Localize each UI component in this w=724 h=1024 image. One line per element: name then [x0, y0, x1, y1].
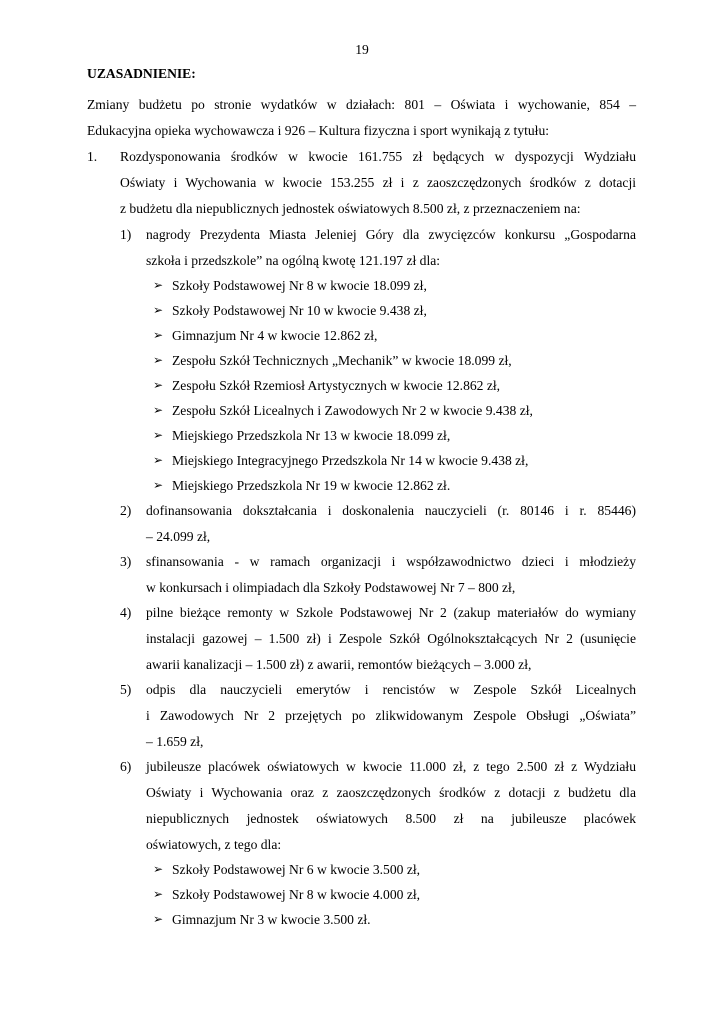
arrow-bullet-icon: ➢	[153, 378, 164, 392]
subitem-6-line-3: niepublicznych jednostek oświatowych 8.500 zł na jubileusze placówek	[146, 811, 636, 826]
arrow-bullet-icon: ➢	[153, 478, 164, 492]
subitem-4-line-3: awarii kanalizacji – 1.500 zł) z awarii, remontów bieżących – 3.000 zł,	[146, 657, 532, 672]
arrow-bullet-icon: ➢	[153, 303, 164, 317]
subitem-5-line-1: odpis dla nauczycieli emerytów i rencistów w Zespole Szkół Licealnych	[146, 682, 636, 697]
arrow-bullet-icon: ➢	[153, 428, 164, 442]
subitem-2-line-2: – 24.099 zł,	[146, 529, 211, 544]
arrow-bullet-icon: ➢	[153, 353, 164, 367]
subitem-2-line-1: dofinansowania dokształcania i doskonalenia nauczycieli (r. 80146 i r. 85446)	[146, 503, 636, 518]
subitem-1-line-2: szkoła i przedszkole” na ogólną kwotę 121.197 zł dla:	[146, 253, 441, 268]
item-1-line-3: z budżetu dla niepublicznych jednostek oświatowych 8.500 zł, z przeznaczeniem na:	[120, 201, 581, 216]
arrow-bullet-icon: ➢	[153, 403, 164, 417]
subitem-6-line-4: oświatowych, z tego dla:	[146, 837, 282, 852]
arrow-bullet-icon: ➢	[153, 453, 164, 467]
subitem-number: 3)	[120, 554, 132, 569]
page-number: 19	[355, 42, 369, 57]
subitem-number: 6)	[120, 759, 132, 774]
item-1-line-2: Oświaty i Wychowania w kwocie 153.255 zł i z zaoszczędzonych środków z dotacji	[120, 175, 636, 190]
subitem-1-line-1: nagrody Prezydenta Miasta Jeleniej Góry dla zwycięzców konkursu „Gospodarna	[146, 227, 636, 242]
subitem-5-line-3: – 1.659 zł,	[146, 734, 204, 749]
intro-line-1: Zmiany budżetu po stronie wydatków w działach: 801 – Oświata i wychowanie, 854 –	[87, 97, 636, 112]
item-number: 1.	[87, 149, 98, 164]
item-1-line-1: Rozdysponowania środków w kwocie 161.755 zł będących w dyspozycji Wydziału	[120, 149, 636, 164]
arrow-bullet-icon: ➢	[153, 862, 164, 876]
subitem-6-line-2: Oświaty i Wychowania oraz z zaoszczędzonych środków z dotacji z budżetu dla	[146, 785, 636, 800]
arrow-bullet-icon: ➢	[153, 912, 164, 926]
arrow-bullet-icon: ➢	[153, 328, 164, 342]
subitem-3-line-1: sfinansowania - w ramach organizacji i współzawodnictwo dzieci i młodzieży	[146, 554, 636, 569]
intro-line-2: Edukacyjna opieka wychowawcza i 926 – Kultura fizyczna i sport wynikają z tytułu:	[87, 123, 550, 138]
arrow-bullet-icon: ➢	[153, 887, 164, 901]
subitem-4-line-1: pilne bieżące remonty w Szkole Podstawowej Nr 2 (zakup materiałów do wymiany	[146, 605, 636, 620]
subitem-4-line-2: instalacji gazowej – 1.500 zł) i Zespole Szkół Ogólnokształcących Nr 2 (usunięcie	[146, 631, 636, 646]
subitem-number: 5)	[120, 682, 132, 697]
subitem-5-line-2: i Zawodowych Nr 2 przejętych po zlikwidowanym Zespole Obsługi „Oświata”	[146, 708, 636, 723]
subitem-number: 4)	[120, 605, 132, 620]
arrow-bullet-icon: ➢	[153, 278, 164, 292]
document-page: 19 UZASADNIENIE: Zmiany budżetu po stronie wydatków w działach: 801 – Oświata i wychowanie, 854 – Edukacyjna opieka wychowawcza i 926 – Kultura fizyczna i sport wynikają z tytułu: 1. Rozdysponowania środków w kwocie 161.755 zł będących w dyspozycji Wydziału Oświaty i Wychowania w kwocie 153.255 zł i z zaoszczędzonych środków z dotacji z budżetu dla niepublicznych jednostek oświatowych 8.500 zł, z przeznaczeniem na: 1) nagrody Prezydenta Miasta Jeleniej Góry dla zwycięzców konkursu „Gospodarna szkoła i przedszkole” na ogólną kwotę 121.197 zł dla: ➢ Szkoły Podstawowej Nr 8 w kwocie 18.099 zł, ➢ Szkoły Podstawowej Nr 10 w kwocie 9.438 zł, ➢ Gimnazjum Nr 4 w kwocie 12.862 zł, ➢ Zespołu Szkół Technicznych „Mechanik” w kwocie 18.099 zł, ➢ Zespołu Szkół Rzemiosł Artystycznych w kwocie 12.862 zł, ➢ Zespołu Szkół Licealnych i Zawodowych Nr 2 w kwocie 9.438 zł, ➢ Miejskiego Przedszkola Nr 13 w kwocie 18.099 zł, ➢ Miejskiego Integracyjnego Przedszkola Nr 14 w kwocie 9.438 zł, ➢ Miejskiego Przedszkola Nr 19 w kwocie 12.862 zł. 2) dofinansowania dokształcania i doskonalenia nauczycieli (r. 80146 i r. 85446) – 24.099 zł, 3) sfinansowania - w ramach organizacji i współzawodnictwo dzieci i młodzieży w konkursach i olimpiadach dla Szkoły Podstawowej Nr 7 – 800 zł, 4) pilne bieżące remonty w Szkole Podstawowej Nr 2 (zakup materiałów do wymiany instalacji gazowej – 1.500 zł) i Zespole Szkół Ogólnokształcących Nr 2 (usunięcie awarii kanalizacji – 1.500 zł) z awarii, remontów bieżących – 3.000 zł, 5) odpis dla nauczycieli emerytów i rencistów w Zespole Szkół Licealnych i Zawodowych Nr 2 przejętych po zlikwidowanym Zespole Obsługi „Oświata” – 1.659 zł, 6) jubileusze placówek oświatowych w kwocie 11.000 zł, z tego 2.500 zł z Wydziału Oświaty i Wychowania oraz z zaoszczędzonych środków z dotacji z budżetu dla niepublicznych jednostek oświatowych 8.500 zł na jubileusze placówek oświatowych, z tego dla: ➢ Szkoły Podstawowej Nr 6 w kwocie 3.500 zł, ➢ Szkoły Podstawowej Nr 8 w kwocie 4.000 zł, ➢ Gimnazjum Nr 3 w kwocie 3.500 zł.	[0, 0, 724, 1024]
subitem-number: 2)	[120, 503, 132, 518]
subitem-number: 1)	[120, 227, 132, 242]
subitem-3-line-2: w konkursach i olimpiadach dla Szkoły Podstawowej Nr 7 – 800 zł,	[146, 580, 516, 595]
subitem-6-line-1: jubileusze placówek oświatowych w kwocie 11.000 zł, z tego 2.500 zł z Wydziału	[146, 759, 636, 774]
section-heading: UZASADNIENIE:	[87, 66, 196, 81]
